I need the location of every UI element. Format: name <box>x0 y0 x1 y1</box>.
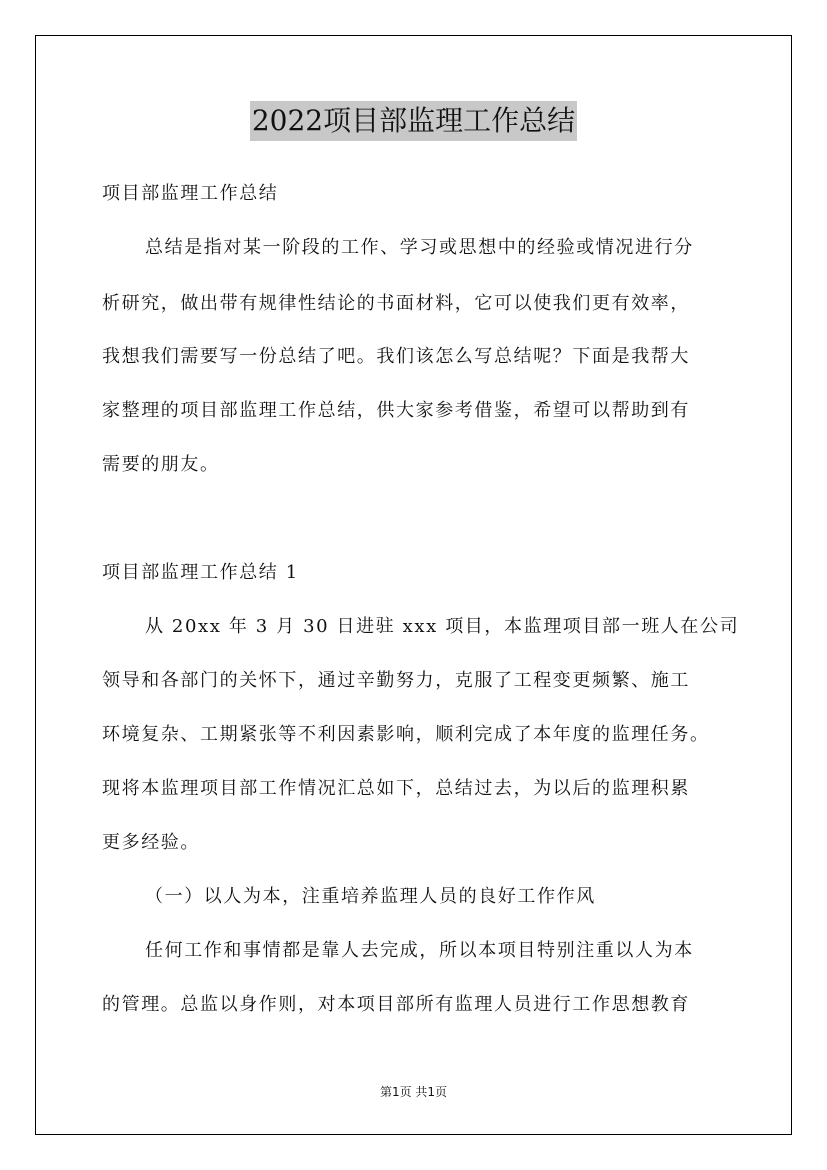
paragraph-line: 环境复杂、工期紧张等不利因素影响，顺利完成了本年度的监理任务。 <box>102 724 710 745</box>
subsection-heading: （一）以人为本，注重培养监理人员的良好工作作风 <box>145 886 596 907</box>
document-title: 2022项目部监理工作总结 <box>250 101 577 141</box>
paragraph-line: 从 20xx 年 3 月 30 日进驻 xxx 项目，本监理项目部一班人在公司 <box>145 616 740 637</box>
paragraph-line: 总结是指对某一阶段的工作、学习或思想中的经验或情况进行分 <box>145 237 694 258</box>
paragraph-line: 任何工作和事情都是靠人去完成，所以本项目特别注重以人为本 <box>145 940 694 961</box>
paragraph-line: 家整理的项目部监理工作总结，供大家参考借鉴，希望可以帮助到有 <box>102 400 690 421</box>
paragraph-line: 现将本监理项目部工作情况汇总如下，总结过去，为以后的监理积累 <box>102 778 690 799</box>
section-heading: 项目部监理工作总结 1 <box>102 562 299 583</box>
paragraph-line: 更多经验。 <box>102 832 200 853</box>
paragraph-line: 需要的朋友。 <box>102 454 220 475</box>
page-footer: 第1页 共1页 <box>379 1085 448 1099</box>
title-container <box>0 101 827 141</box>
section-heading: 项目部监理工作总结 <box>102 183 279 204</box>
paragraph-line: 我想我们需要写一份总结了吧。我们该怎么写总结呢？下面是我帮大 <box>102 346 690 367</box>
paragraph-line: 析研究，做出带有规律性结论的书面材料，它可以使我们更有效率， <box>102 293 690 314</box>
paragraph-line: 的管理。总监以身作则，对本项目部所有监理人员进行工作思想教育 <box>102 994 690 1015</box>
paragraph-line: 领导和各部门的关怀下，通过辛勤努力，克服了工程变更频繁、施工 <box>102 670 690 691</box>
